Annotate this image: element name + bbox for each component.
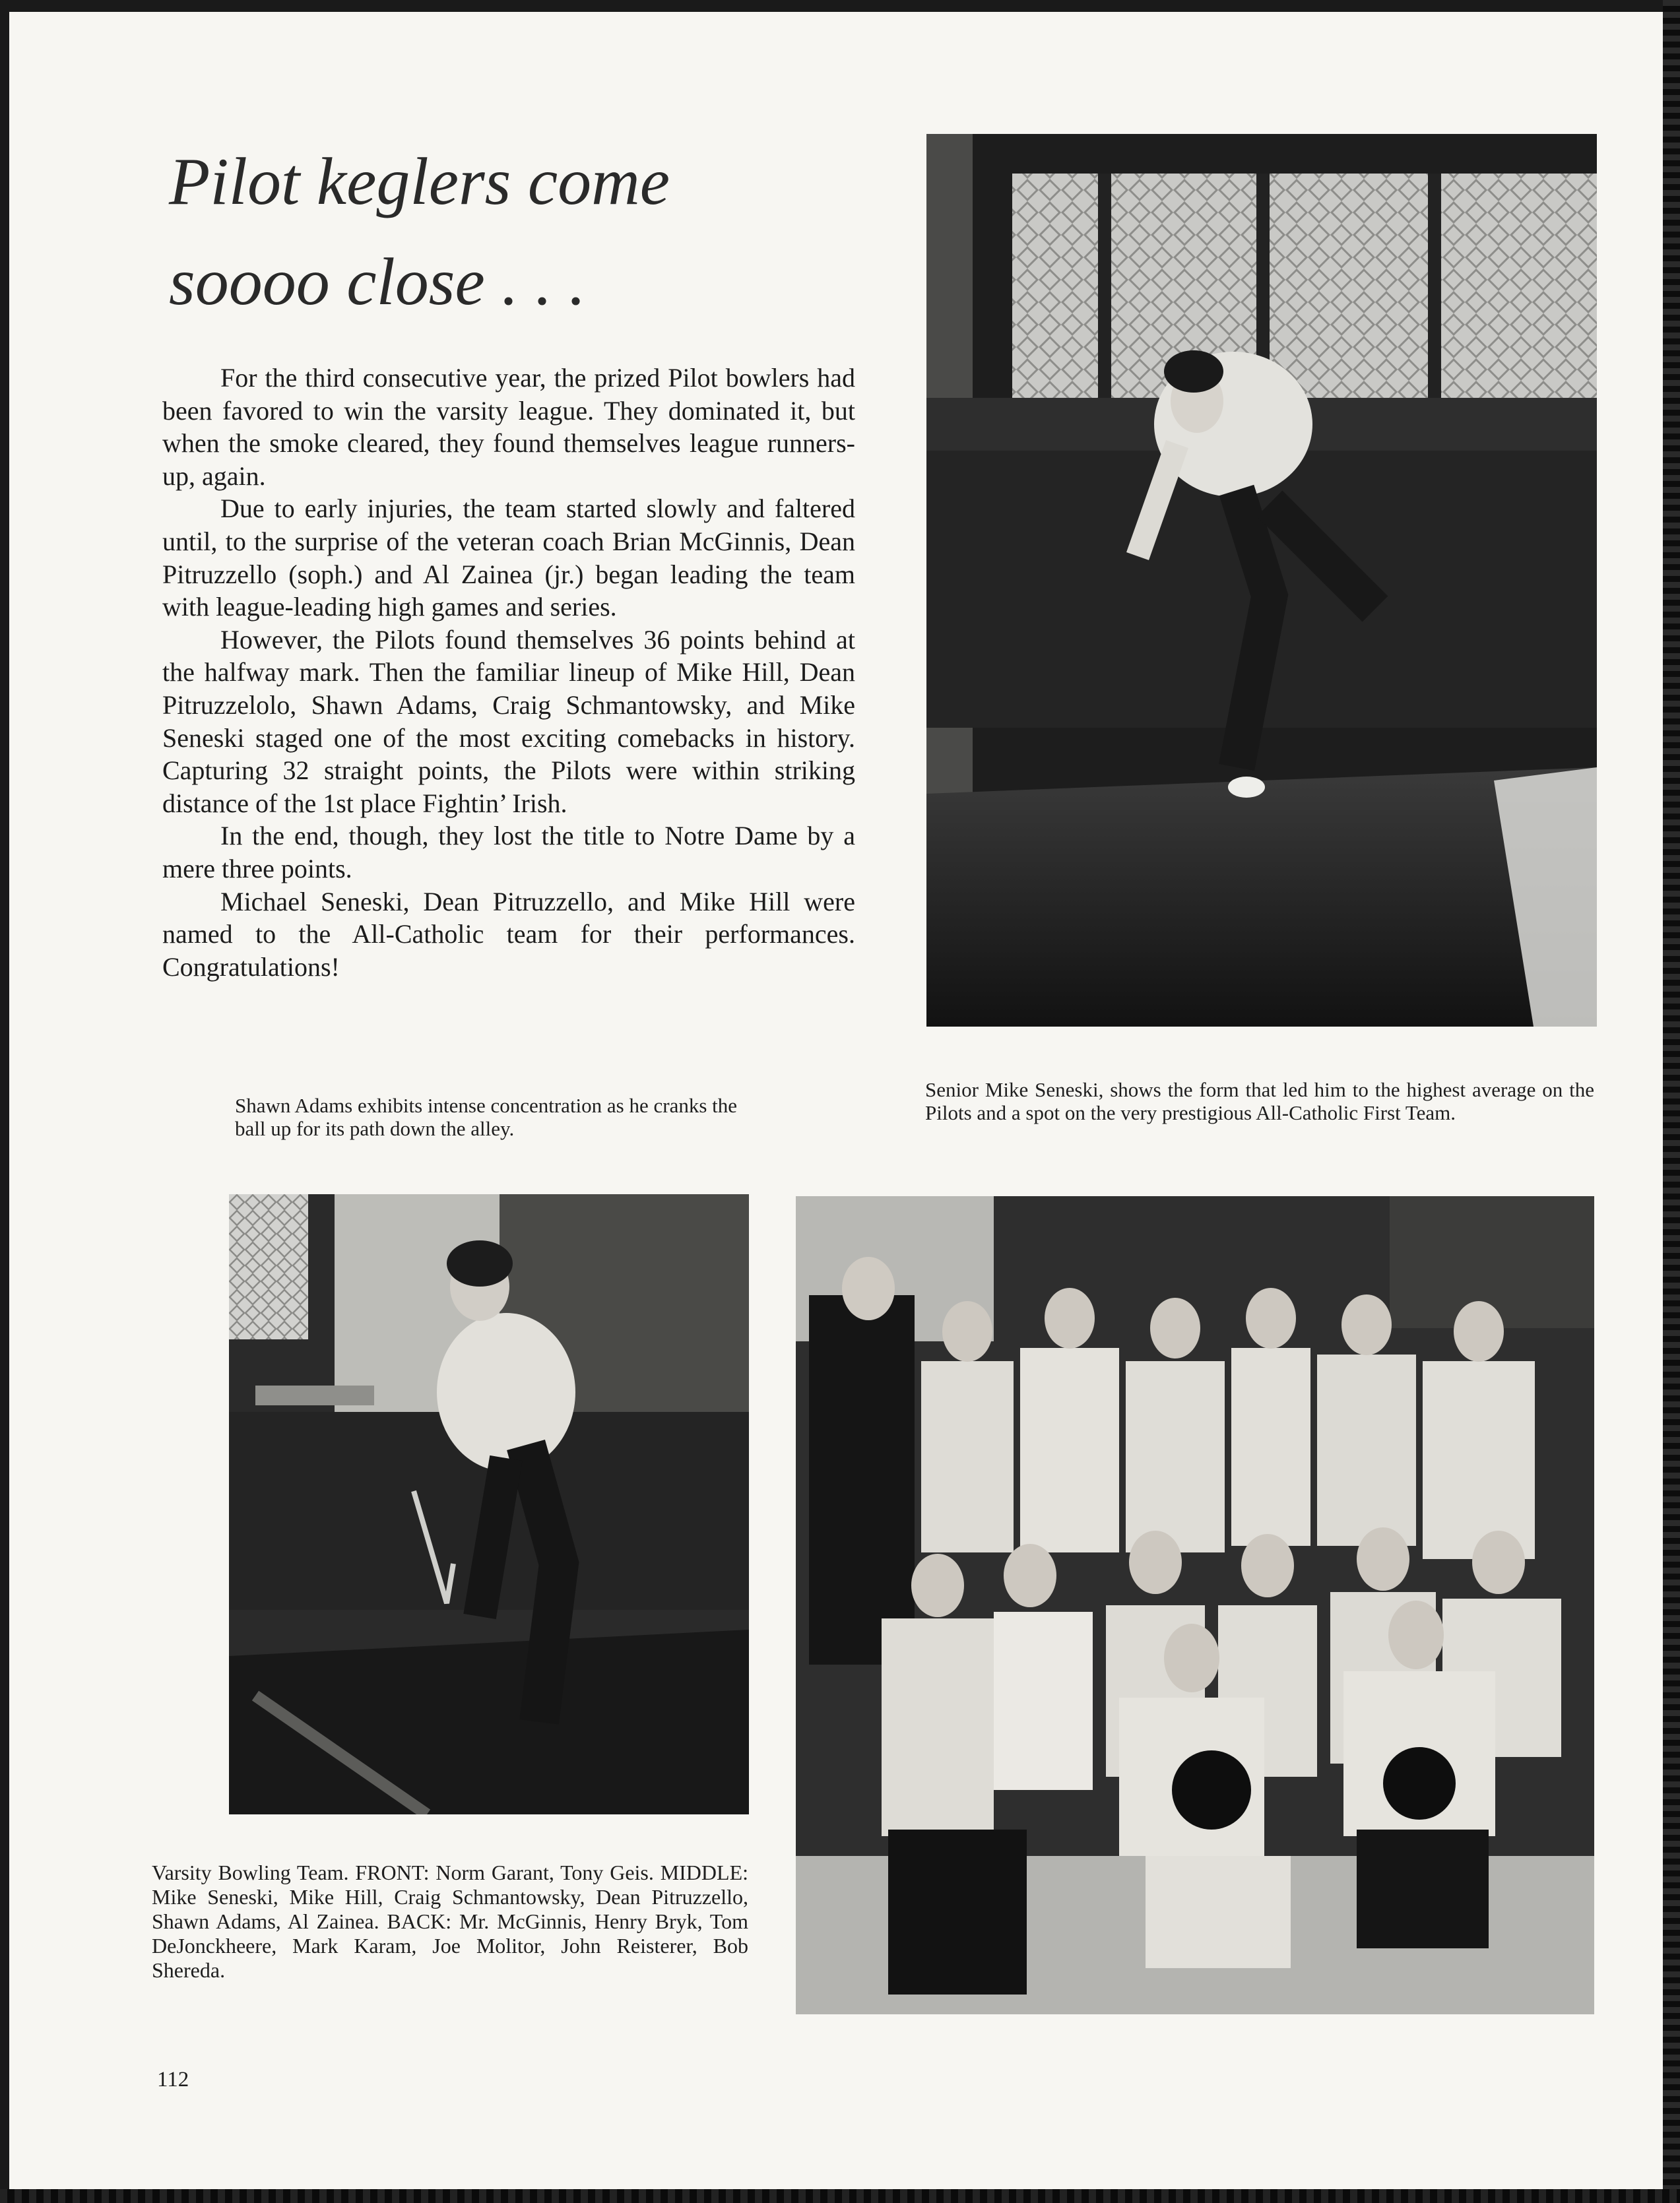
title-line-2: soooo close . . .: [169, 245, 586, 319]
photo-mike-seneski: [926, 134, 1597, 1027]
caption-mike-seneski: Senior Mike Seneski, shows the form that led him to the highest average on the Pilots and a spot on the very prestigious All-Catholic First Team.: [925, 1078, 1594, 1124]
scan-edge-right: [1663, 0, 1680, 2203]
paragraph: For the third consecutive year, the prized Pilot bowlers had been favored to win the varsity league. They dominated it, but when the smoke cleared, they found themselves league runners-up, again.: [162, 363, 855, 491]
paragraph: Due to early injuries, the team started slowly and faltered until, to the surprise of the veteran coach Brian McGinnis, Dean Pitruzzello (soph.) and Al Zainea (jr.) began leading the team with league-leading high games and series.: [162, 494, 855, 622]
photo-varsity-team: [796, 1196, 1594, 2014]
article-body: [162, 362, 855, 983]
title-line-1: Pilot keglers come: [169, 144, 670, 219]
scan-edge-bottom: [0, 2189, 1680, 2203]
photo-shawn-adams: [229, 1194, 749, 1814]
caption-varsity-team: Varsity Bowling Team. FRONT: Norm Garant, Tony Geis. MIDDLE: Mike Seneski, Mike Hill, Craig Schmantowsky, Dean Pitruzzello, Shawn Adams, Al Zainea. BACK: Mr. McGinnis, Henry Bryk, Tom DeJonckheere, Mark Karam, Joe Molitor, John Reisterer, Bob Shereda.: [152, 1861, 748, 1982]
paragraph: However, the Pilots found themselves 36 points behind at the halfway mark. Then the familiar lineup of Mike Hill, Dean Pitruzzelolo, Shawn Adams, Craig Schmantowsky, and Mike Seneski staged one of the most exciting comebacks in history. Capturing 32 straight points, the Pilots were within striking distance of the 1st place Fightin’ Irish.: [162, 624, 855, 818]
page-number: 112: [157, 2068, 189, 2091]
paragraph: Michael Seneski, Dean Pitruzzello, and Mike Hill were named to the All-Catholic team for their performances. Congratulations!: [162, 886, 855, 982]
article-title: [169, 132, 842, 333]
caption-shawn-adams: Shawn Adams exhibits intense concentration as he cranks the ball up for its path down the alley.: [235, 1094, 738, 1140]
paragraph: In the end, though, they lost the title to Notre Dame by a mere three points.: [162, 821, 855, 883]
